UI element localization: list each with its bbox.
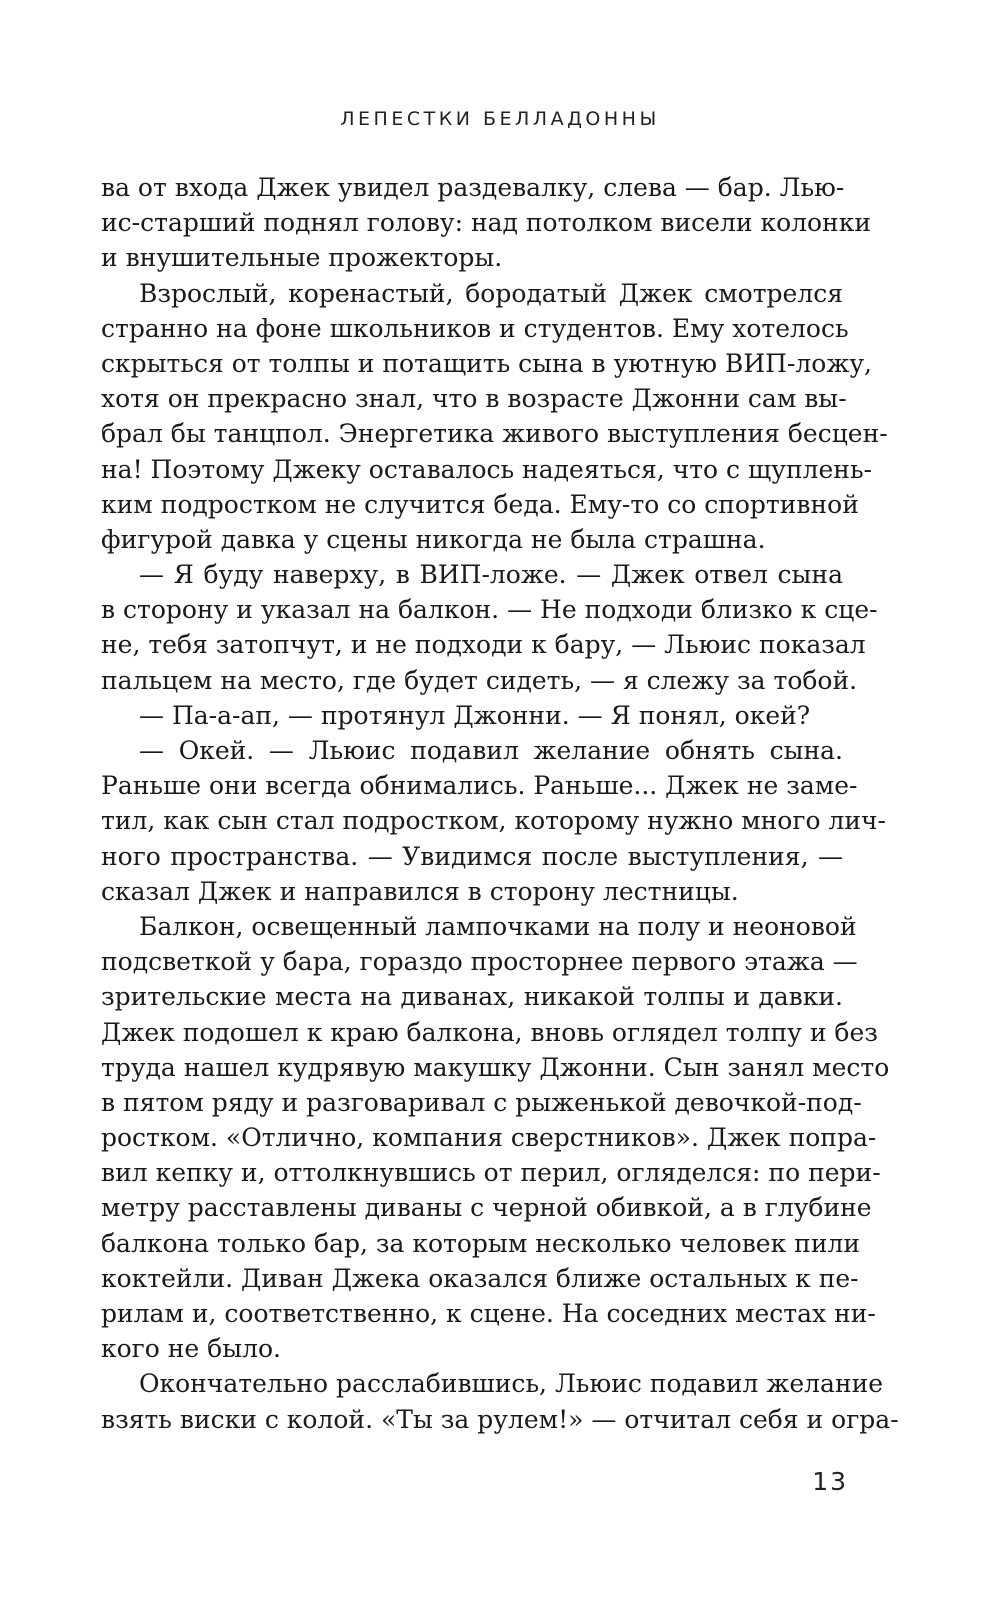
- text-line: — Окей. — Льюис подавил желание обнять сына.: [139, 736, 843, 765]
- text-line: фигурой давка у сцены никогда не была страшна.: [101, 524, 766, 554]
- text-line: ного пространства. — Увидимся после выступления, —: [101, 841, 843, 871]
- text-line: вил кепку и, оттолкнувшись от перил, огляделся: по пери-: [101, 1158, 881, 1188]
- text-line: балкона только бар, за которым несколько человек пили: [101, 1228, 861, 1258]
- text-line: тил, как сын стал подростком, которому нужно много лич-: [101, 806, 886, 836]
- body-text: [101, 170, 899, 1437]
- text-line: взять виски с колой. «Ты за рулем!» — отчитал себя и огра-: [101, 1404, 899, 1434]
- text-line: Окончательно расслабившись, Льюис подавил желание: [139, 1369, 884, 1399]
- page-number: 13: [812, 1467, 848, 1496]
- text-line: скрыться от толпы и потащить сына в уютную ВИП-ложу,: [101, 348, 872, 378]
- text-line: ким подростком не случится беда. Ему-то со спортивной: [101, 489, 859, 519]
- text-line: ва от входа Джек увидел раздевалку, слева — бар. Лью-: [101, 173, 845, 202]
- text-line: пальцем на место, где будет сидеть, — я слежу за тобой.: [101, 665, 858, 695]
- text-line: Балкон, освещенный лампочками на полу и неоновой: [139, 911, 857, 941]
- text-line: и внушительные прожекторы.: [101, 243, 503, 273]
- text-line: не, тебя затопчут, и не подходи к бару, — Льюис показал: [101, 630, 866, 660]
- text-line: Раньше они всегда обнимались. Раньше... Джек не заме-: [101, 771, 858, 801]
- text-line: в пятом ряду и разговаривал с рыженькой девочкой-под-: [101, 1087, 862, 1117]
- text-line: — Я буду наверху, в ВИП-ложе. — Джек отвел сына: [139, 560, 843, 590]
- text-line: ис-старший поднял голову: над потолком висели колонки: [101, 208, 872, 238]
- text-line: странно на фоне школьников и студентов. Ему хотелось: [101, 313, 849, 343]
- text-line: кого не было.: [101, 1334, 282, 1364]
- text-line: рилам и, соответственно, к сцене. На соседних местах ни-: [101, 1299, 876, 1328]
- text-line: зрительские места на диванах, никакой толпы и давки.: [101, 982, 843, 1012]
- text-line: Джек подошел к краю балкона, вновь оглядел толпу и без: [101, 1017, 878, 1047]
- text-line: метру расставлены диваны с черной обивкой, а в глубине: [101, 1193, 872, 1223]
- text-line: труда нашел кудрявую макушку Джонни. Сын занял место: [101, 1052, 890, 1082]
- text-line: — Па-а-ап, — протянул Джонни. — Я понял, окей?: [139, 700, 811, 730]
- text-line: Взрослый, коренастый, бородатый Джек смотрелся: [139, 278, 843, 308]
- text-line: ростком. «Отлично, компания сверстников». Джек попра-: [101, 1123, 877, 1153]
- text-line: сказал Джек и направился в сторону лестницы.: [101, 876, 739, 906]
- text-line: на! Поэтому Джеку оставалось надеяться, что с щуплень-: [101, 454, 873, 484]
- text-line: в сторону и указал на балкон. — Не подходи близко к сце-: [101, 595, 878, 625]
- text-line: брал бы танцпол. Энергетика живого выступления бесцен-: [101, 419, 888, 449]
- text-line: подсветкой у бара, гораздо просторнее первого этажа —: [101, 947, 858, 977]
- text-line: коктейли. Диван Джека оказался ближе остальных к пе-: [101, 1263, 859, 1293]
- running-head: ЛЕПЕСТКИ БЕЛЛАДОННЫ: [340, 108, 660, 130]
- text-line: хотя он прекрасно знал, что в возрасте Джонни сам вы-: [101, 384, 847, 414]
